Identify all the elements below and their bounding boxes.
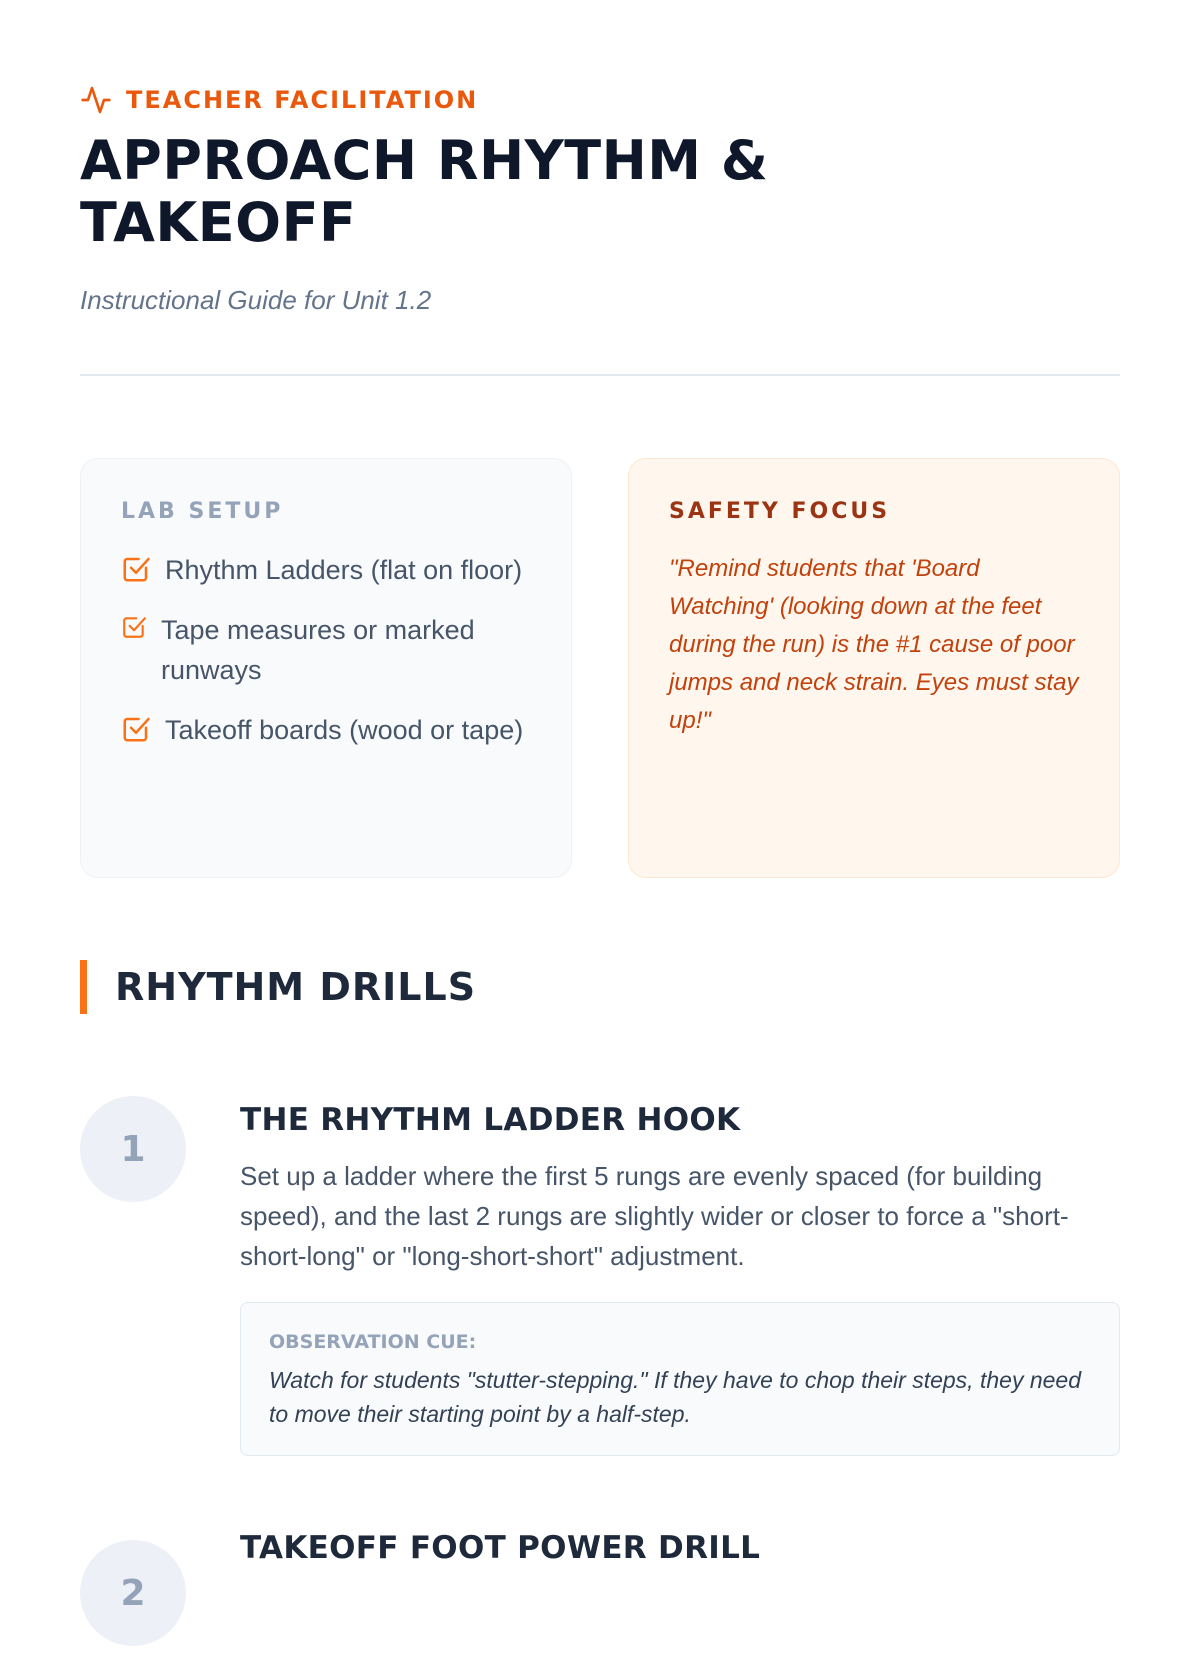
header-divider [80,374,1120,376]
eyebrow [80,84,478,116]
checkbox-checked-icon [121,554,151,584]
checkbox-checked-icon [121,614,147,640]
list-item [121,610,531,690]
list-item [121,710,531,750]
section-title: RHYTHM DRILLS [115,965,477,1009]
drill-step [80,1096,1120,1466]
lab-setup-card [80,458,572,878]
drill-title: THE RHYTHM LADDER HOOK [240,1102,741,1138]
drill-step [80,1530,1120,1660]
lab-setup-list [121,550,531,750]
step-number-badge: 2 [80,1540,186,1646]
lab-setup-item-label: Rhythm Ladders (flat on floor) [165,555,523,585]
list-item [121,550,531,590]
observation-cue-box [240,1302,1120,1456]
safety-focus-card [628,458,1120,878]
section-accent-bar [80,960,87,1014]
observation-cue-label: OBSERVATION CUE: [269,1331,477,1353]
instructional-guide-page [80,0,1120,1614]
drill-description: Set up a ladder where the first 5 rungs are evenly spaced (for building speed), and the last 2 rungs are slightly wider or closer to force a "short-short-long" or "long-short-short" adjustment. [240,1161,1069,1271]
safety-focus-heading: SAFETY FOCUS [669,499,891,524]
page-title: APPROACH RHYTHM & TAKEOFF [80,129,769,254]
checkbox-checked-icon [121,714,151,744]
drill-title: TAKEOFF FOOT POWER DRILL [240,1530,761,1566]
lab-setup-heading: LAB SETUP [121,499,284,524]
activity-pulse-icon [80,84,112,116]
lab-setup-item-label: Tape measures or marked runways [161,615,475,685]
lab-setup-item-label: Takeoff boards (wood or tape) [165,715,524,745]
section-heading [80,960,476,1014]
page-subtitle: Instructional Guide for Unit 1.2 [80,285,432,315]
observation-cue-text: Watch for students "stutter-stepping." If they have to chop their steps, they need to move their starting point by a half-step. [269,1367,1081,1427]
eyebrow-label: TEACHER FACILITATION [126,86,479,114]
safety-quote: "Remind students that 'Board Watching' (looking down at the feet during the run) is the #1 cause of poor jumps and neck strain. Eyes must stay up!" [669,555,1079,734]
step-number-badge: 1 [80,1096,186,1202]
